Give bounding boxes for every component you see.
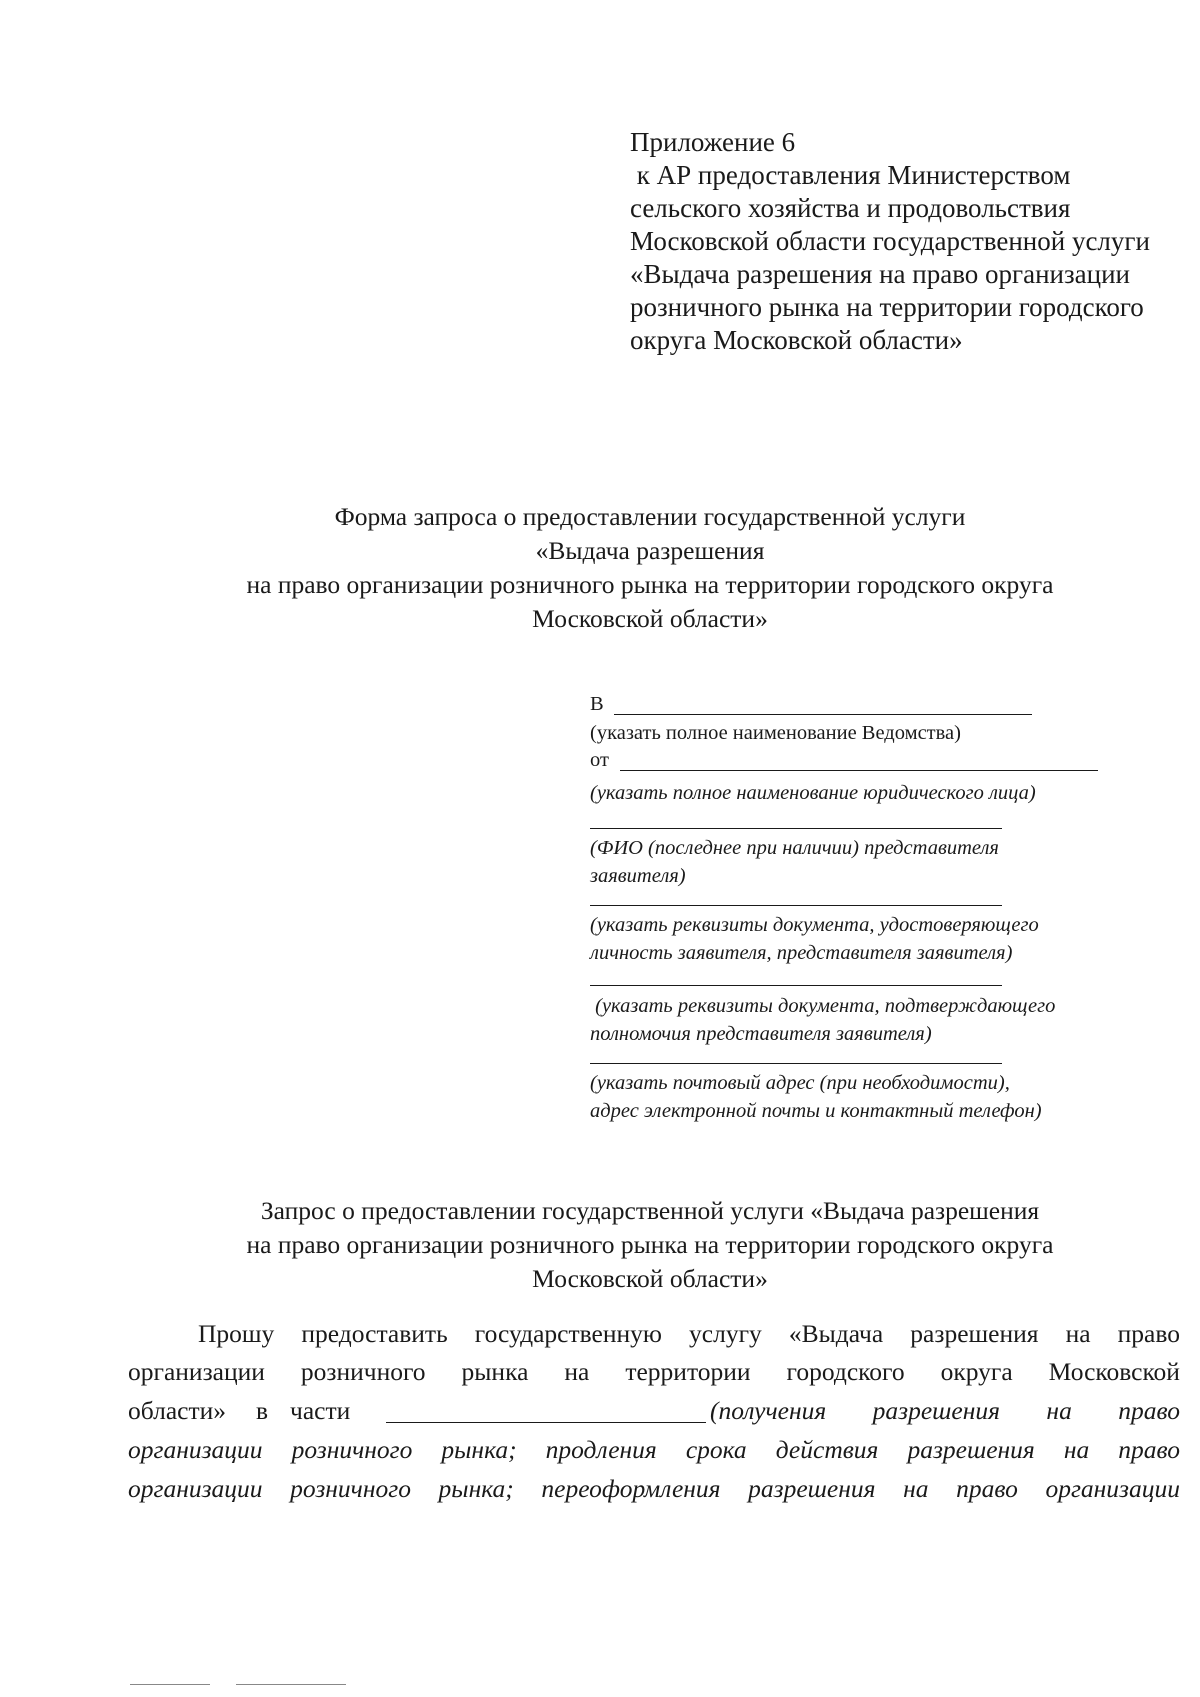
contacts-hint: адрес электронной почты и контактный телефон): [590, 1100, 1042, 1122]
body-word: округа: [940, 1357, 1013, 1386]
form-title-line: Форма запроса о предоставлении государственной услуги: [334, 502, 966, 531]
identity-doc-blank-line[interactable]: [590, 905, 1002, 906]
authority-doc-hint: (указать реквизиты документа, подтверждающего: [590, 995, 1056, 1017]
authority-doc-blank-line[interactable]: [590, 985, 1002, 986]
representative-hint: заявителя): [590, 865, 686, 887]
body-word: на: [564, 1357, 590, 1386]
request-title-line: Запрос о предоставлении государственной услуги «Выдача разрешения: [260, 1196, 1040, 1225]
appendix-line: Московской области государственной услуги: [630, 226, 1150, 256]
form-title-line: Московской области»: [532, 604, 768, 633]
from-blank-line[interactable]: [620, 770, 1098, 771]
appendix-line: сельского хозяйства и продовольствия: [630, 193, 1071, 223]
representative-blank-line[interactable]: [590, 828, 1002, 829]
authority-doc-hint: полномочия представителя заявителя): [590, 1023, 932, 1045]
service-options: [710, 1392, 1180, 1430]
appendix-line: Приложение 6: [630, 127, 796, 157]
body-word: (получения: [710, 1396, 827, 1425]
body-line: Прошу предоставить государственную услугу «Выдача разрешения на право: [198, 1319, 1180, 1348]
request-title-line: Московской области»: [532, 1264, 768, 1293]
identity-doc-hint: личность заявителя, представителя заявителя): [590, 942, 1013, 964]
body-word: право: [1118, 1396, 1180, 1425]
scan-artifact: [130, 1684, 210, 1685]
body-line: [128, 1353, 1180, 1391]
form-title-line: «Выдача разрешения: [535, 536, 765, 565]
form-title-line: на право организации розничного рынка на территории городского округа: [246, 570, 1054, 599]
contacts-blank-line[interactable]: [590, 1063, 1002, 1064]
appendix-line: розничного рынка на территории городского: [630, 292, 1144, 322]
body-word: Московской: [1048, 1357, 1180, 1386]
appendix-line: «Выдача разрешения на право организации: [630, 259, 1130, 289]
appendix-header: [630, 126, 1190, 357]
body-word: территории: [625, 1357, 751, 1386]
appendix-line: к АР предоставления Министерством: [630, 160, 1071, 190]
to-blank-line[interactable]: [614, 714, 1032, 715]
body-word: разрешения: [872, 1396, 1000, 1425]
body-word: городского: [786, 1357, 905, 1386]
identity-doc-hint: (указать реквизиты документа, удостоверяющего: [590, 914, 1039, 936]
to-prefix: В: [590, 693, 604, 715]
representative-hint: (ФИО (последнее при наличии) представителя: [590, 837, 999, 859]
body-word: на: [1046, 1396, 1072, 1425]
legal-entity-hint: (указать полное наименование юридического лица): [590, 782, 1036, 804]
request-title-line: на право организации розничного рынка на территории городского округа: [246, 1230, 1054, 1259]
scan-artifact: [236, 1684, 346, 1685]
body-word: в: [256, 1396, 269, 1425]
appendix-line: округа Московской области»: [630, 325, 963, 355]
body-line: [128, 1392, 1180, 1430]
body-word: области»: [128, 1396, 226, 1425]
request-title: [130, 1194, 1170, 1296]
contacts-hint: (указать почтовый адрес (при необходимости),: [590, 1072, 1010, 1094]
body-word: части: [290, 1396, 351, 1425]
to-hint: (указать полное наименование Ведомства): [590, 722, 961, 744]
body-line: организации розничного рынка; переоформления разрешения на право организации: [128, 1474, 1180, 1503]
service-part-blank-line[interactable]: [386, 1422, 706, 1423]
body-line: организации розничного рынка; продления срока действия разрешения на право: [128, 1435, 1180, 1464]
body-word: организации: [128, 1357, 265, 1386]
body-word: рынка: [461, 1357, 529, 1386]
form-title: [130, 500, 1170, 636]
body-word: розничного: [300, 1357, 426, 1386]
from-prefix: от: [590, 749, 609, 771]
